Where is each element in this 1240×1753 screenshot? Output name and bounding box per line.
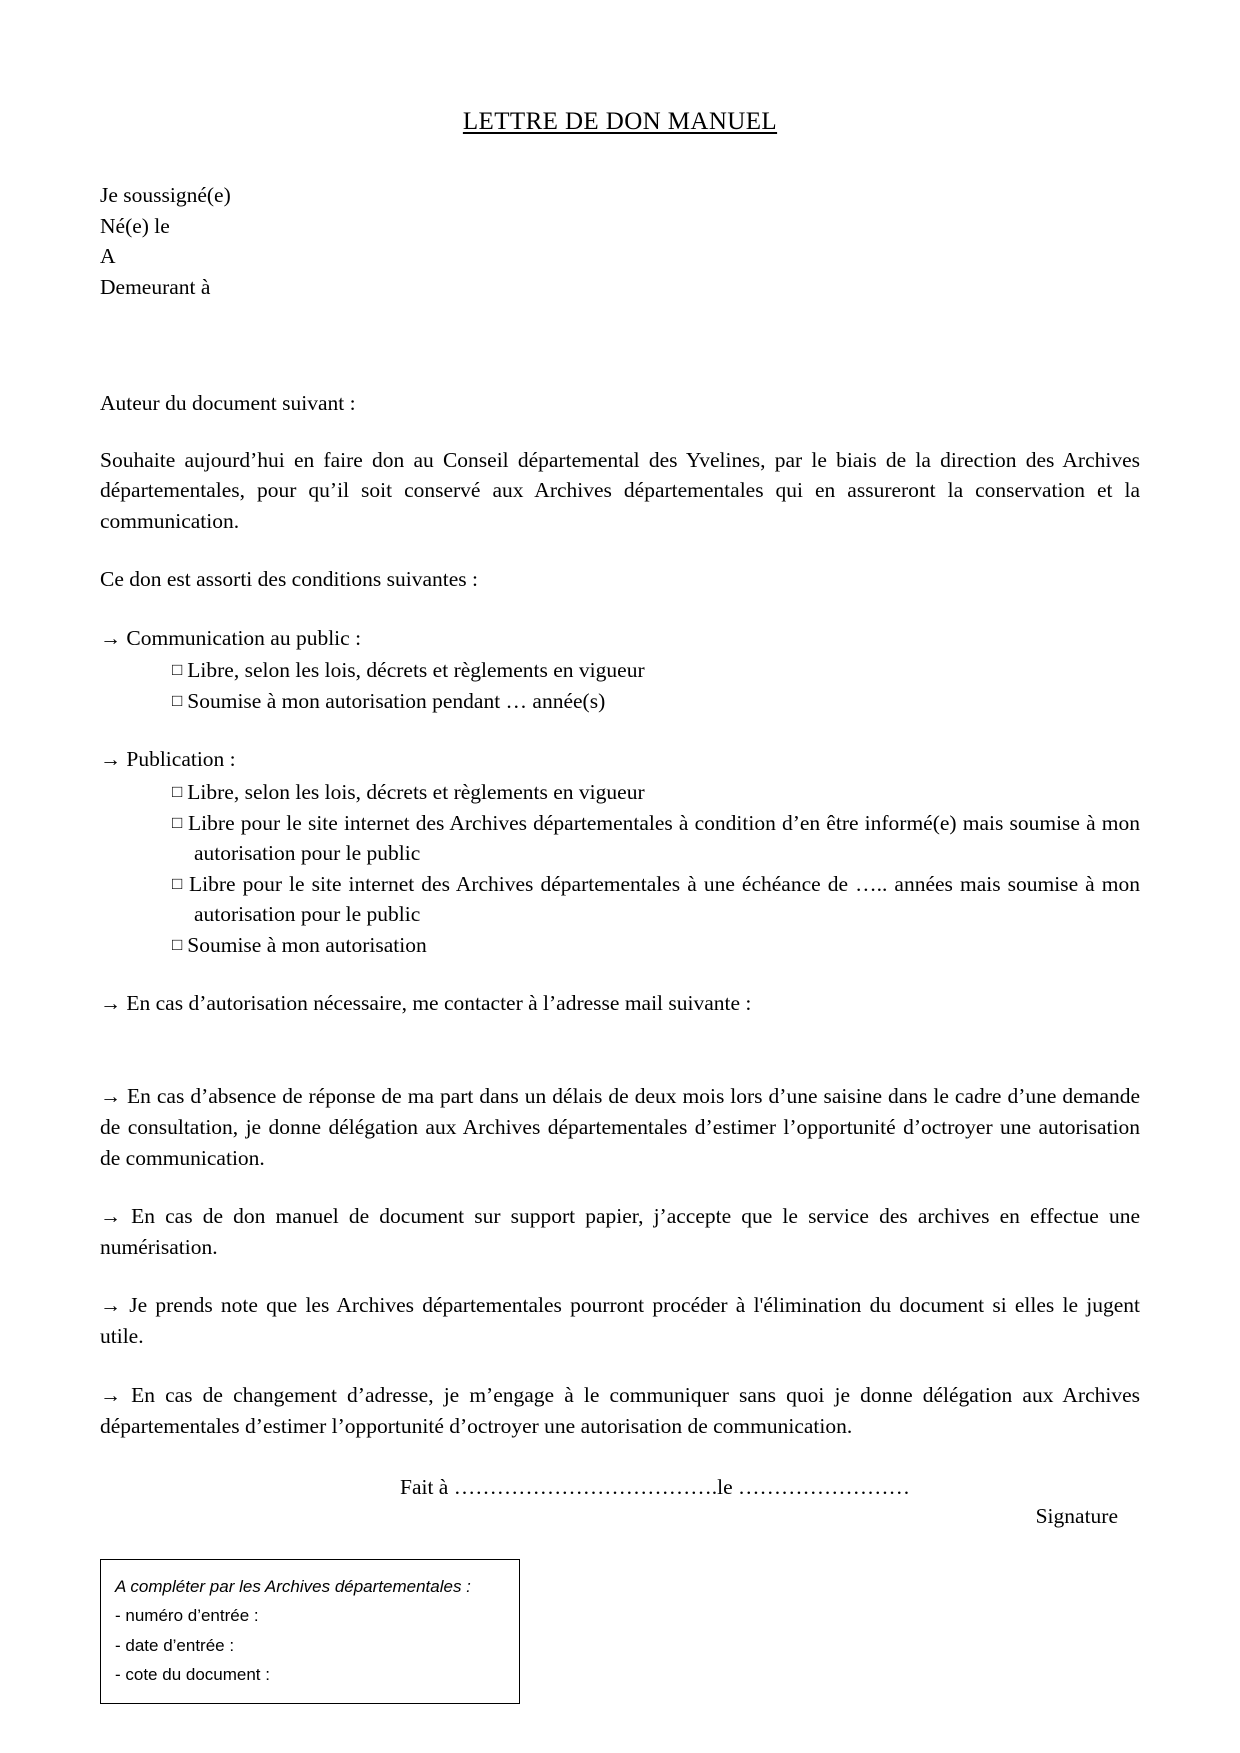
identity-line-soussigne: Je soussigné(e) [100,183,231,207]
option-label: Libre, selon les lois, décrets et règlements en vigueur [187,658,645,683]
clause-mail-contact [100,988,1140,1019]
arrow-icon: → [100,1084,121,1109]
identity-line-birthdate: Né(e) le [100,213,170,238]
clause-elimination [100,1290,1140,1351]
section-publication-heading [100,744,1140,775]
clause-text: En cas d’absence de réponse de ma part dans un délais de deux mois lors d’une saisine dans le cadre d’une demande de consultation, je donne délégation aux Archives départementales d’estimer l’opportunité d’octroyer une autorisation de communication. [100,1084,1140,1170]
clause-text: En cas de changement d’adresse, je m’engage à le communiquer sans quoi je donne délégation aux Archives départementales d’estimer l’opportunité d’octroyer une autorisation de communication. [100,1382,1140,1438]
option-label: Libre pour le site internet des Archives départementales à une échéance de ….. années mais soumise à mon autorisation pour le public [188,871,1140,927]
checkbox-icon[interactable]: □ [172,690,183,710]
arrow-icon: → [100,1204,121,1229]
clause-text: En cas d’autorisation nécessaire, me contacter à l’adresse mail suivante : [126,991,752,1016]
arrow-icon: → [100,1293,121,1318]
section-publication-options [100,777,1140,960]
section-communication-heading [100,623,1140,654]
clause-text: Je prends note que les Archives départementales pourront procéder à l'élimination du document si elles le jugent utile. [100,1293,1141,1349]
arrow-icon: → [100,625,121,650]
clause-digitisation [100,1201,1140,1262]
clause-address-change [100,1380,1140,1441]
page-title [100,108,1140,136]
admin-row-entry-number[interactable]: - numéro d’entrée : [115,1606,259,1626]
option-label: Libre, selon les lois, décrets et règlements en vigueur [187,780,645,805]
arrow-icon: → [100,747,121,772]
option-label: Soumise à mon autorisation pendant … année(s) [187,688,606,713]
identity-line-address: Demeurant à [100,274,211,299]
list-item[interactable] [100,686,1140,717]
checkbox-icon[interactable]: □ [172,873,184,893]
conditions-intro: Ce don est assorti des conditions suivantes : [100,567,479,592]
page-title-text: LETTRE DE DON MANUEL [462,108,778,135]
admin-box-title: A compléter par les Archives départementales : [115,1577,471,1597]
option-label: Libre pour le site internet des Archives départementales à condition d’en être informé(e) mais soumise à mon autorisation pour le public [188,810,1140,866]
checkbox-icon[interactable]: □ [172,782,183,802]
list-item[interactable] [100,869,1140,930]
list-item[interactable] [100,930,1140,961]
list-item[interactable] [100,808,1140,869]
list-item[interactable] [100,655,1140,686]
clause-text: En cas de don manuel de document sur support papier, j’accepte que le service des archives en effectue une numérisation. [100,1204,1141,1259]
arrow-icon: → [100,1382,121,1407]
admin-row-document-reference[interactable]: - cote du document : [115,1664,270,1684]
checkbox-icon[interactable]: □ [172,934,183,954]
admin-row-entry-date[interactable]: - date d’entrée : [115,1635,235,1655]
section-publication-title: Publication : [126,747,236,772]
signature-place-date-line[interactable]: Fait à ……………………………….le …………………… [399,1475,910,1500]
section-communication-options [100,655,1140,716]
checkbox-icon[interactable]: □ [172,660,183,680]
identity-block [100,180,1140,302]
signature-label: Signature [1035,1504,1118,1529]
option-label: Soumise à mon autorisation [187,932,427,957]
checkbox-icon[interactable]: □ [172,812,184,832]
section-communication-title: Communication au public : [126,625,362,650]
arrow-icon: → [100,991,121,1016]
author-line: Auteur du document suivant : [100,391,356,416]
clause-no-answer [100,1081,1140,1173]
identity-line-birthplace: A [100,244,116,269]
list-item[interactable] [100,777,1140,808]
admin-completion-box [100,1559,520,1704]
donation-paragraph: Souhaite aujourd’hui en faire don au Conseil départemental des Yvelines, par le biais de la direction des Archives départementales, pour qu’il soit conservé aux Archives départementales qui en assureront la conservation et la communication. [100,447,1140,533]
